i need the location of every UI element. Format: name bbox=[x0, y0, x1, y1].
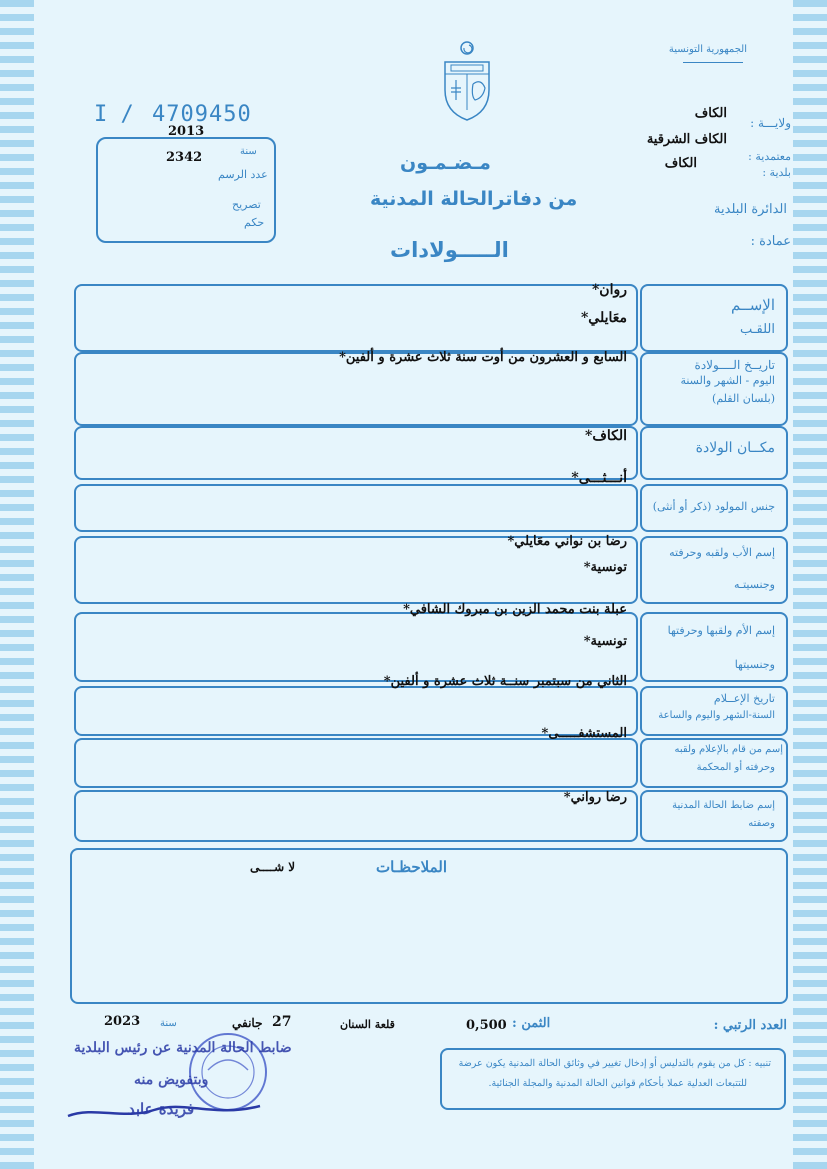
birth-place-label: مكــان الولادة bbox=[695, 440, 775, 456]
motamadia-label: معتمدية : bbox=[748, 150, 791, 163]
issue-year-label: سنة bbox=[160, 1018, 177, 1029]
republic-divider bbox=[683, 62, 743, 63]
mother-nationality-value: تونسية* bbox=[583, 634, 627, 649]
registry-year-label: سنة bbox=[240, 146, 257, 157]
mother-label-line1: إسم الأم ولقبها وحرفتها bbox=[667, 624, 775, 637]
name-value: روان* bbox=[591, 282, 627, 298]
birth-date-label-line3: (بلسان القلم) bbox=[712, 392, 775, 405]
issue-month: جانفي bbox=[232, 1016, 263, 1030]
registry-year-value: 2013 bbox=[168, 124, 205, 139]
declarant-label-line2: وحرفته أو المحكمة bbox=[696, 762, 775, 773]
declaration-label: تصريح bbox=[232, 198, 261, 211]
document-title-births: الـــــولادات bbox=[390, 238, 509, 262]
remarks-value: لا شــــى bbox=[250, 860, 296, 874]
father-nationality-value: تونسية* bbox=[583, 560, 627, 575]
declarant-value: المستشفـــــى* bbox=[541, 726, 627, 741]
serial-prefix: I / bbox=[94, 102, 134, 127]
declaration-date-label-line1: تاريخ الإعــلام bbox=[713, 692, 775, 705]
document-title-line1: مـضـمـون bbox=[400, 152, 491, 174]
mother-name-value: عبلة بنت محمد الزين بن مبروك الشافي* bbox=[403, 602, 627, 617]
surname-label: اللقـب bbox=[739, 322, 775, 337]
birth-place-value-box bbox=[74, 426, 638, 480]
judgment-label: حكم bbox=[244, 216, 265, 229]
birth-date-value: السابع و العشرون من أوت سنة ثلاث عشرة و ألفين* bbox=[339, 350, 627, 365]
name-label-box bbox=[640, 284, 788, 352]
gender-value: أنـــثـــى* bbox=[571, 470, 627, 486]
issue-year-value: 2023 bbox=[104, 1014, 141, 1029]
father-label-line2: وجنسيتـه bbox=[733, 578, 775, 591]
mother-label-line2: وجنسيتها bbox=[734, 658, 775, 671]
price-label: الثمن : bbox=[512, 1016, 551, 1031]
gender-label: جنس المولود (ذكر أو أنثى) bbox=[652, 500, 775, 513]
issue-place: قلعة السنان bbox=[340, 1018, 395, 1031]
declarant-label-line1: إسم من قام بالإعلام ولقبه bbox=[674, 744, 783, 755]
officer-label-line1: إسم ضابط الحالة المدنية bbox=[672, 800, 775, 811]
officer-value-box bbox=[74, 790, 638, 842]
surname-value: معَايلي* bbox=[580, 310, 627, 326]
officer-label-box bbox=[640, 790, 788, 842]
declarant-value-box bbox=[74, 738, 638, 788]
imada-label: عمادة : bbox=[750, 234, 791, 249]
document-title-line2: من دفاترالحالة المدنية bbox=[370, 188, 578, 210]
republic-heading: الجمهورية التونسية bbox=[668, 44, 747, 55]
wilaya-label: ولايـــة : bbox=[750, 116, 791, 130]
wilaya-value: الكاف bbox=[694, 106, 727, 121]
gender-value-box bbox=[74, 484, 638, 532]
left-decorative-border bbox=[0, 0, 34, 1169]
baladia-label: بلدية : bbox=[762, 166, 791, 179]
signature-line2: وبتفويض منه bbox=[134, 1072, 209, 1088]
birth-date-label-line1: تاريــخ الــــولادة bbox=[694, 358, 775, 372]
signature-line3: فريدة عابد bbox=[128, 1100, 195, 1118]
mother-label-box bbox=[640, 612, 788, 682]
father-name-value: رضا بن نواني معَايلي* bbox=[507, 534, 627, 549]
serial-no-label: العدد الرتبي : bbox=[713, 1018, 787, 1033]
warning-line2: للتتبعات العدلية عملا بأحكام قوانين الحالة المدنية والمجلة الجنائية. bbox=[488, 1078, 747, 1089]
motamadia-value: الكاف الشرقية bbox=[646, 132, 727, 147]
serial-number: 4709450 bbox=[152, 102, 252, 127]
registry-number-value: 2342 bbox=[166, 150, 203, 165]
remarks-label: الملاحظـات bbox=[376, 858, 448, 876]
baladia-value: الكاف bbox=[664, 156, 697, 171]
issue-day: 27 bbox=[272, 1014, 292, 1030]
warning-line1: تنبيه : كل من يقوم بالتدليس أو إدخال تغيير في وثائق الحالة المدنية يكون عرضة bbox=[458, 1058, 771, 1069]
signature-line1: ضابط الحالة المدنية عن رئيس البلدية bbox=[74, 1040, 292, 1056]
officer-value: رضا رواني* bbox=[563, 790, 627, 805]
right-decorative-border bbox=[793, 0, 827, 1169]
mother-value-box bbox=[74, 612, 638, 682]
declaration-date-value: الثاني من سبتمبر سنــة ثلاث عشرة و ألفين* bbox=[383, 674, 627, 689]
birth-date-label-line2: اليوم - الشهر والسنة bbox=[680, 374, 775, 387]
declaration-date-label-line2: السنة-الشهر واليوم والساعة bbox=[658, 710, 775, 721]
father-label-line1: إسم الأب ولقبه وحرفته bbox=[669, 546, 775, 559]
officer-label-line2: وصفته bbox=[748, 818, 775, 829]
price-value: 0,500 bbox=[466, 1018, 507, 1033]
registry-number-label: عدد الرسم bbox=[218, 168, 268, 181]
tunisia-coat-of-arms-icon bbox=[437, 40, 497, 122]
name-value-box bbox=[74, 284, 638, 352]
daira-label: الدائرة البلدية bbox=[714, 202, 787, 217]
handwritten-signature-icon bbox=[64, 1096, 264, 1126]
birth-place-value: الكاف* bbox=[585, 428, 627, 444]
name-label: الإســم bbox=[730, 296, 775, 314]
